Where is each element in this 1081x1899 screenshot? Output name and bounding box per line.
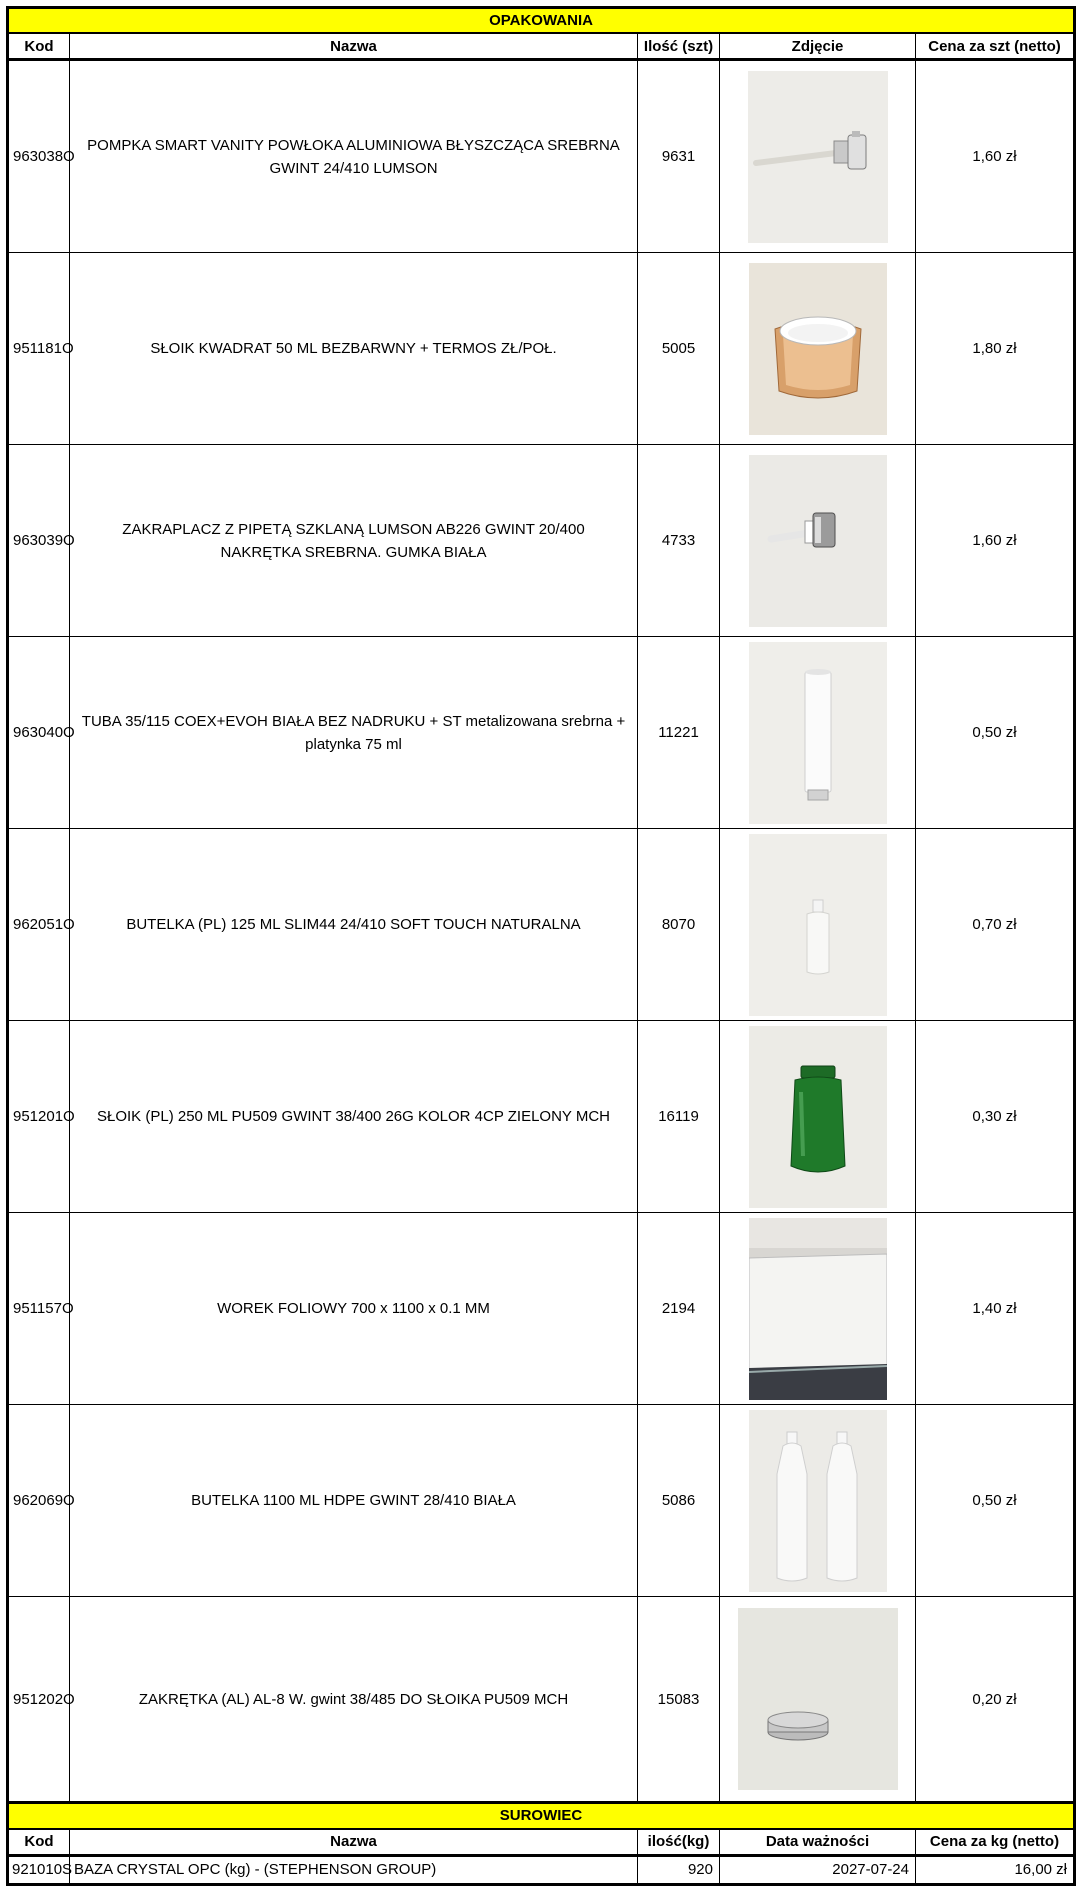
row-price: 0,50 zł [916, 637, 1075, 829]
row-code: 962069O [8, 1405, 70, 1597]
table-row [8, 1021, 1075, 1213]
table-row [8, 60, 1075, 253]
row-photo [720, 1405, 916, 1597]
large-bottles-photo [749, 1410, 887, 1592]
pump-photo [748, 71, 888, 243]
row-code: 921010S [8, 1855, 70, 1884]
tube-photo [749, 642, 887, 824]
header-name: Nazwa [70, 33, 638, 60]
row-name: ZAKRĘTKA (AL) AL-8 W. gwint 38/485 DO SŁOIKA PU509 MCH [70, 1597, 638, 1803]
cap-photo [738, 1608, 898, 1790]
row-photo [720, 253, 916, 445]
row-qty: 920 [638, 1855, 720, 1884]
table-row [8, 1855, 1075, 1884]
row-name: SŁOIK KWADRAT 50 ML BEZBARWNY + TERMOS ZŁ/POŁ. [70, 253, 638, 445]
row-price: 1,40 zł [916, 1213, 1075, 1405]
row-price: 0,70 zł [916, 829, 1075, 1021]
header-price: Cena za szt (netto) [916, 33, 1075, 60]
row-name: SŁOIK (PL) 250 ML PU509 GWINT 38/400 26G KOLOR 4CP ZIELONY MCH [70, 1021, 638, 1213]
row-photo [720, 637, 916, 829]
small-bottle-photo [749, 834, 887, 1016]
row-photo [720, 829, 916, 1021]
header-expiry: Data ważności [720, 1829, 916, 1856]
foil-bag-photo [749, 1218, 887, 1400]
header-code: Kod [8, 1829, 70, 1856]
row-name: POMPKA SMART VANITY POWŁOKA ALUMINIOWA BŁYSZCZĄCA SREBRNA GWINT 24/410 LUMSON [70, 60, 638, 253]
row-code: 963038O [8, 60, 70, 253]
row-qty: 5086 [638, 1405, 720, 1597]
row-name: TUBA 35/115 COEX+EVOH BIAŁA BEZ NADRUKU + ST metalizowana srebrna + platynka 75 ml [70, 637, 638, 829]
row-price: 0,30 zł [916, 1021, 1075, 1213]
header-qty: Ilość (szt) [638, 33, 720, 60]
square-jar-photo [749, 263, 887, 435]
row-code: 962051O [8, 829, 70, 1021]
row-price: 1,60 zł [916, 60, 1075, 253]
header-price: Cena za kg (netto) [916, 1829, 1075, 1856]
table-row [8, 253, 1075, 445]
row-name: BAZA CRYSTAL OPC (kg) - (STEPHENSON GROUP) [70, 1855, 638, 1884]
dropper-photo [749, 455, 887, 627]
raw-materials-section-title: SUROWIEC [8, 1803, 1075, 1829]
row-code: 951157O [8, 1213, 70, 1405]
row-qty: 5005 [638, 253, 720, 445]
row-name: ZAKRAPLACZ Z PIPETĄ SZKLANĄ LUMSON AB226 GWINT 20/400 NAKRĘTKA SREBRNA. GUMKA BIAŁA [70, 445, 638, 637]
header-code: Kod [8, 33, 70, 60]
row-qty: 4733 [638, 445, 720, 637]
packaging-section-title: OPAKOWANIA [8, 8, 1075, 34]
row-price: 0,20 zł [916, 1597, 1075, 1803]
packaging-table [6, 6, 1076, 1886]
row-photo [720, 445, 916, 637]
row-qty: 11221 [638, 637, 720, 829]
header-name: Nazwa [70, 1829, 638, 1856]
row-photo [720, 1213, 916, 1405]
header-photo: Zdjęcie [720, 33, 916, 60]
row-photo [720, 60, 916, 253]
table-row [8, 1213, 1075, 1405]
row-price: 0,50 zł [916, 1405, 1075, 1597]
row-code: 951181O [8, 253, 70, 445]
row-code: 951201O [8, 1021, 70, 1213]
row-code: 963040O [8, 637, 70, 829]
row-qty: 9631 [638, 60, 720, 253]
row-photo [720, 1021, 916, 1213]
row-name: WOREK FOLIOWY 700 x 1100 x 0.1 MM [70, 1213, 638, 1405]
row-photo [720, 1597, 916, 1803]
row-price: 1,80 zł [916, 253, 1075, 445]
row-code: 951202O [8, 1597, 70, 1803]
row-price: 16,00 zł [916, 1855, 1075, 1884]
row-expiry: 2027-07-24 [720, 1855, 916, 1884]
table-row [8, 1597, 1075, 1803]
row-qty: 15083 [638, 1597, 720, 1803]
packaging-header-row [8, 33, 1075, 60]
row-name: BUTELKA (PL) 125 ML SLIM44 24/410 SOFT TOUCH NATURALNA [70, 829, 638, 1021]
row-qty: 16119 [638, 1021, 720, 1213]
table-row [8, 637, 1075, 829]
table-row [8, 1405, 1075, 1597]
header-qty: ilość(kg) [638, 1829, 720, 1856]
row-code: 963039O [8, 445, 70, 637]
row-qty: 8070 [638, 829, 720, 1021]
spreadsheet [6, 6, 1073, 1886]
green-jar-photo [749, 1026, 887, 1208]
row-name: BUTELKA 1100 ML HDPE GWINT 28/410 BIAŁA [70, 1405, 638, 1597]
table-row [8, 445, 1075, 637]
row-price: 1,60 zł [916, 445, 1075, 637]
row-qty: 2194 [638, 1213, 720, 1405]
raw-materials-header-row [8, 1829, 1075, 1856]
table-row [8, 829, 1075, 1021]
